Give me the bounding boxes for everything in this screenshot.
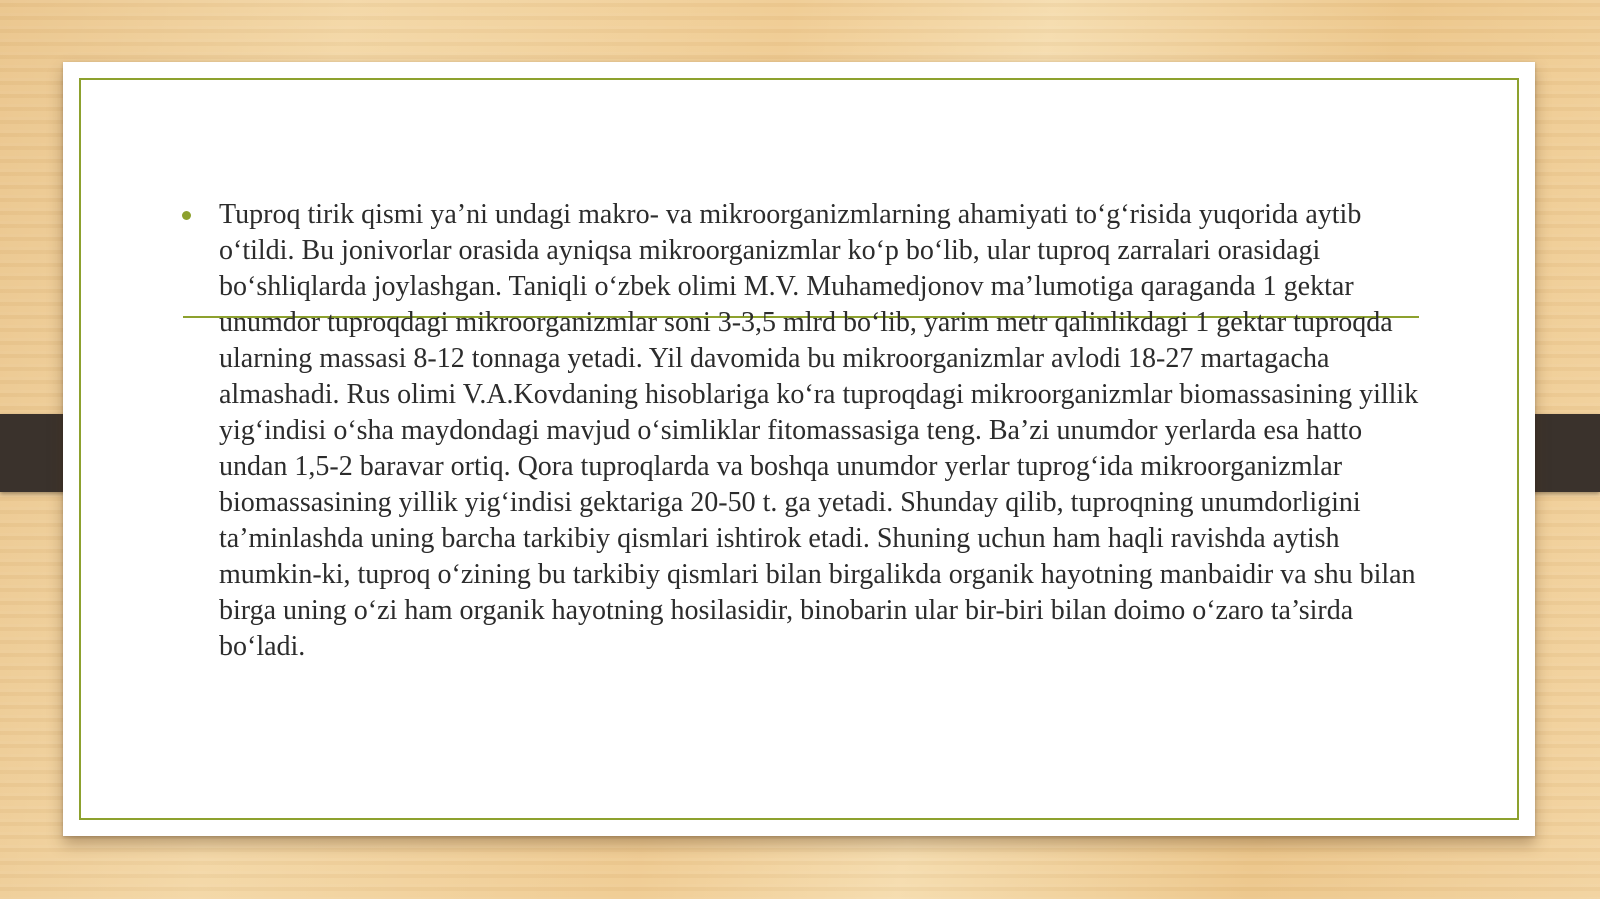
bullet-text: Tuproq tirik qismi ya’ni undagi makro- va mikroorganizmlarning ahamiyati to‘g‘risida yuqorida aytib o‘tildi. Bu jonivorlar orasida ayniqsa mikroorganizmlar ko‘p bo‘lib, ular tuproq zarralari orasidagi bo‘shliqlarda joylashgan. Taniqli o‘zbek olimi M.V. Muhamedjonov ma’lumotiga qaraganda 1 gektar unumdor tuproqdagi mikroorganizmlar soni 3-3,5 mlrd bo‘lib, yarim metr qalinlikdagi 1 gektar tuproqda ularning massasi 8-12 tonnaga yetadi. Yil davomida bu mikroorganizmlar avlodi 18-27 martagacha almashadi. Rus olimi V.A.Kovdaning hisoblariga ko‘ra tuproqdagi mikroorganizmlar biomassasining yillik yig‘indisi o‘sha maydondagi mavjud o‘simliklar fitomassasiga teng. Ba’zi unumdor yerlarda esa hatto undan 1,5-2 baravar ortiq. Qora tuproqlarda va boshqa unumdor yerlar tuprog‘ida mikroorganizmlar biomassasining yillik yig‘indisi gektariga 20-50 t. ga yetadi. Shunday qilib, tuproqning unumdorligini ta’minlashda uning barcha tarkibiy qismlari ishtirok etadi. Shuning uchun ham haqli ravishda aytish mumkin-ki, tuproq o‘zining bu tarkibiy qismlari bilan birgalikda organik hayotning manbaidir va shu bilan birga uning o‘zi ham organik hayotning hosilasidir, binobarin ular bir-biri bilan doimo o‘zaro ta’sirda bo‘ladi. (219, 199, 1419, 662)
bullet-dot-icon (182, 211, 191, 220)
